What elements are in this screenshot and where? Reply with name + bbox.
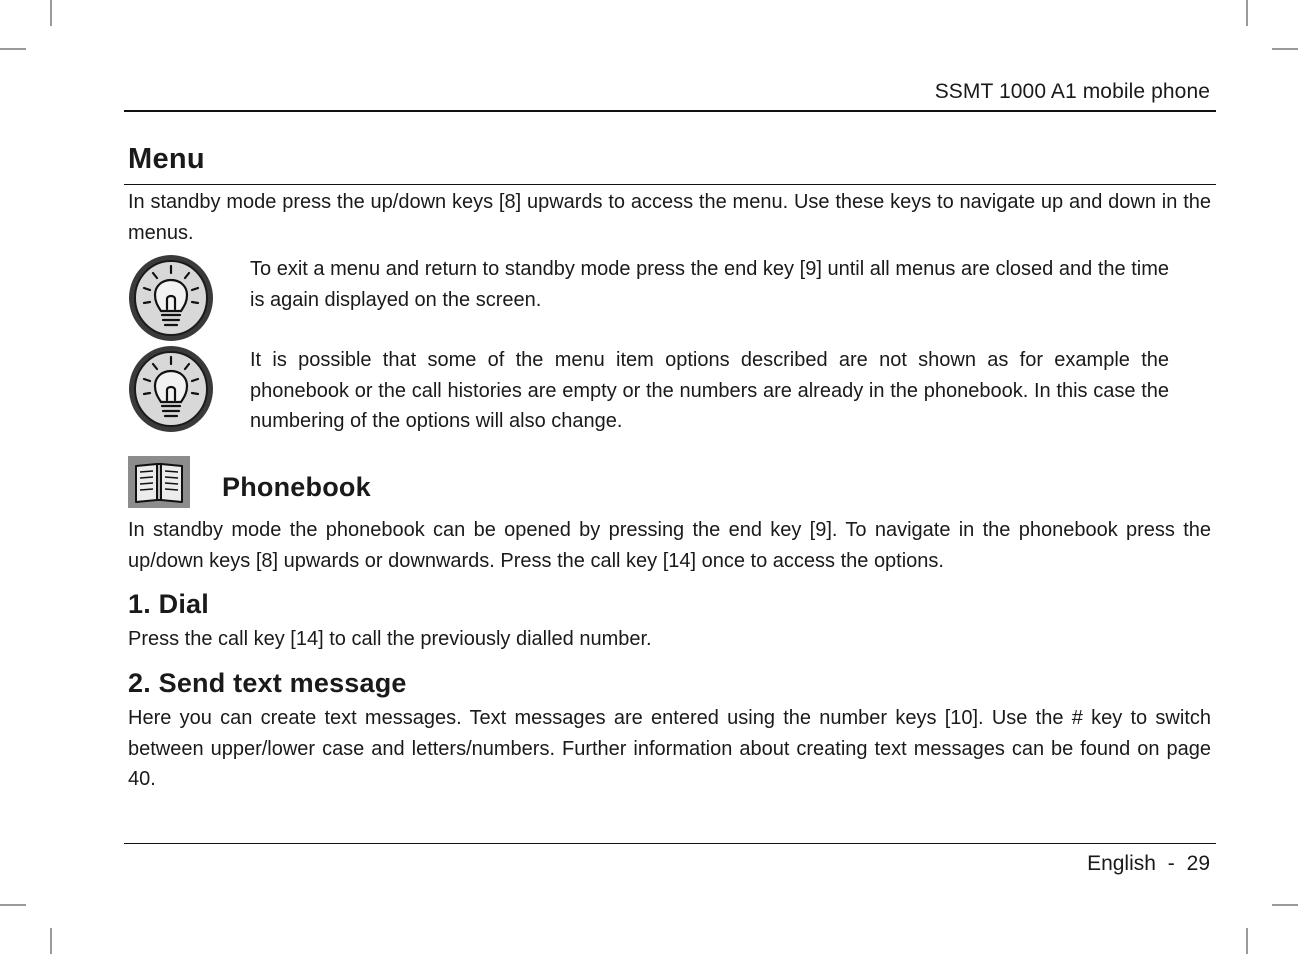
crop-mark <box>1246 0 1248 26</box>
crop-mark <box>50 928 52 954</box>
lightbulb-icon <box>127 344 215 434</box>
footer-language: English <box>1087 852 1156 875</box>
crop-mark <box>1246 928 1248 954</box>
send-text-message-heading: 2. Send text message <box>128 668 407 698</box>
tip-text: It is possible that some of the menu item options described are not shown as for example the phonebook or the call histories are empty or the numbers are already in the phonebook. In this case the numbering of the options will also change. <box>250 349 1169 432</box>
book-icon <box>128 456 190 508</box>
menu-heading-rule <box>124 184 1216 185</box>
lightbulb-icon <box>127 253 215 343</box>
dial-text: Press the call key [14] to call the previously dialled number. <box>128 628 652 650</box>
menu-heading: Menu <box>128 143 205 175</box>
crop-mark <box>50 0 52 26</box>
crop-mark <box>0 48 26 50</box>
footer-rule <box>124 843 1216 844</box>
running-header: SSMT 1000 A1 mobile phone <box>934 80 1210 103</box>
page-number: 29 <box>1186 852 1210 875</box>
phonebook-intro: In standby mode the phonebook can be opened by pressing the end key [9]. To navigate in the phonebook press the up/down keys [8] upwards or downwards. Press the call key [14] once to access the options. <box>128 519 1211 572</box>
crop-mark <box>1272 904 1298 906</box>
header-rule <box>124 110 1216 112</box>
crop-mark <box>0 904 26 906</box>
phonebook-heading: Phonebook <box>222 472 371 502</box>
crop-mark <box>1272 48 1298 50</box>
dial-heading: 1. Dial <box>128 589 209 619</box>
page-footer <box>1087 852 1210 876</box>
menu-intro: In standby mode press the up/down keys [8] upwards to access the menu. Use these keys to navigate up and down in the menus. <box>128 191 1211 244</box>
footer-separator: - <box>1167 852 1175 875</box>
send-text-message-text: Here you can create text messages. Text messages are entered using the number keys [10]. Use the # key to switch between upper/lower case and letters/numbers. Further information about creating text messages can be found on page 40. <box>128 707 1211 790</box>
tip-text: To exit a menu and return to standby mode press the end key [9] until all menus are closed and the time is again displayed on the screen. <box>250 258 1169 311</box>
